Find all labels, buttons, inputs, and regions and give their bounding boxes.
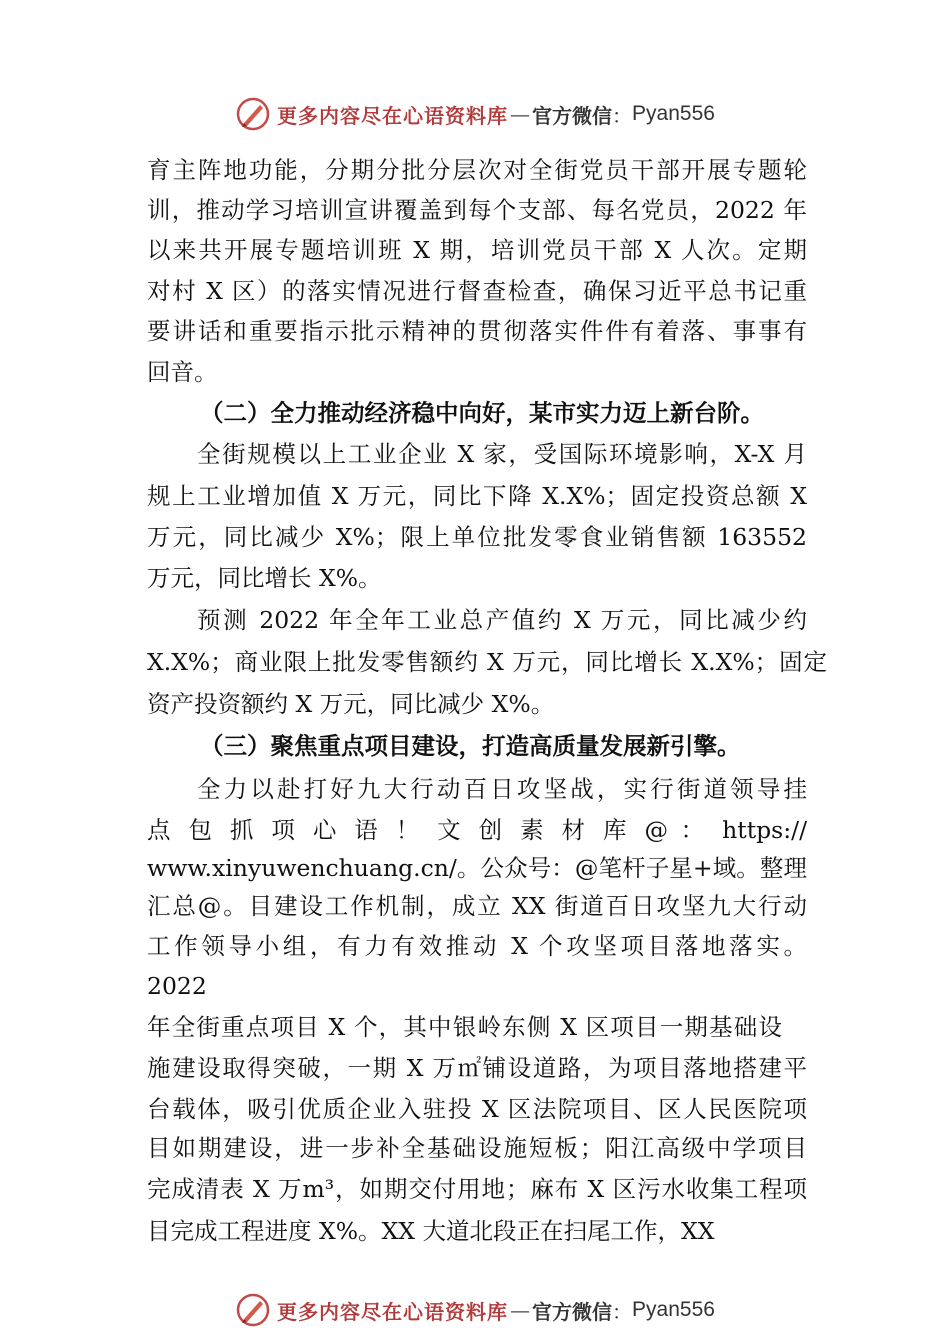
pen-logo-icon: [235, 1292, 271, 1328]
body-line: www.xinyuwenchuang.cn/。公众号：@笔杆子星+域。整理: [147, 854, 807, 882]
banner-wechat-label: 官方微信: [532, 103, 613, 128]
body-line: 台载体，吸引优质企业入驻投 X 区法院项目、区人民医院项: [147, 1095, 807, 1123]
body-line: 万元，同比减少 X%；限上单位批发零食业销售额 163552: [147, 523, 807, 551]
banner-colon: ：: [612, 103, 633, 128]
body-line: 点 包 抓 项 心 语 ！ 文 创 素 材 库 @ ： https://: [147, 816, 807, 844]
banner-wechat-id: Pyan556: [632, 102, 715, 125]
body-line: 汇总@。目建设工作机制，成立 XX 街道百日攻坚九大行动: [147, 892, 807, 920]
banner-wechat-label: 官方微信: [532, 1299, 613, 1324]
section-heading-3: （三）聚焦重点项目建设，打造高质量发展新引擎。: [200, 732, 741, 760]
section-heading-2: （二）全力推动经济稳中向好，某市实力迈上新台阶。: [200, 399, 764, 427]
body-line: 回音。: [147, 358, 218, 386]
body-line: 万元，同比增长 X%。: [147, 564, 382, 592]
banner-separator: —: [510, 1298, 531, 1322]
body-line: 年全街重点项目 X 个，其中银岭东侧 X 区项目一期基础设: [147, 1013, 782, 1041]
body-line: 预测 2022 年全年工业总产值约 X 万元，同比减少约: [197, 606, 807, 634]
banner-separator: —: [510, 102, 531, 126]
body-line: 工作领导小组，有力有效推动 X 个攻坚项目落地落实。: [147, 932, 807, 960]
body-line: X.X%；商业限上批发零售额约 X 万元，同比增长 X.X%；固定: [147, 648, 827, 676]
banner-text: 更多内容尽在心语资料库: [277, 103, 509, 128]
footer-watermark: [0, 1290, 950, 1330]
body-line: 目如期建设，进一步补全基础设施短板；阳江高级中学项目: [147, 1134, 807, 1162]
banner-wechat-id: Pyan556: [632, 1298, 715, 1321]
pen-logo-icon: [235, 96, 271, 132]
body-line: 对村 X 区）的落实情况进行督查检查，确保习近平总书记重: [147, 277, 807, 305]
banner-text: 更多内容尽在心语资料库: [277, 1299, 509, 1324]
body-line: 全力以赴打好九大行动百日攻坚战，实行街道领导挂: [197, 775, 807, 803]
body-line: 以来共开展专题培训班 X 期，培训党员干部 X 人次。定期: [147, 236, 807, 264]
body-line: 2022: [147, 972, 207, 1000]
body-line: 全街规模以上工业企业 X 家，受国际环境影响，X-X 月: [197, 440, 807, 468]
header-watermark: [0, 94, 950, 134]
body-line: 育主阵地功能，分期分批分层次对全街党员干部开展专题轮: [147, 156, 807, 184]
banner-colon: ：: [612, 1299, 633, 1324]
body-line: 要讲话和重要指示批示精神的贯彻落实件件有着落、事事有: [147, 317, 807, 345]
body-line: 资产投资额约 X 万元，同比减少 X%。: [147, 690, 555, 718]
body-line: 规上工业增加值 X 万元，同比下降 X.X%；固定投资总额 X: [147, 482, 807, 510]
body-line: 完成清表 X 万m³，如期交付用地；麻布 X 区污水收集工程项: [147, 1175, 807, 1203]
body-line: 训，推动学习培训宣讲覆盖到每个支部、每名党员，2022 年: [147, 196, 807, 224]
body-line: 目完成工程进度 X%。XX 大道北段正在扫尾工作，XX: [147, 1217, 715, 1245]
body-line: 施建设取得突破，一期 X 万㎡铺设道路，为项目落地搭建平: [147, 1054, 807, 1082]
